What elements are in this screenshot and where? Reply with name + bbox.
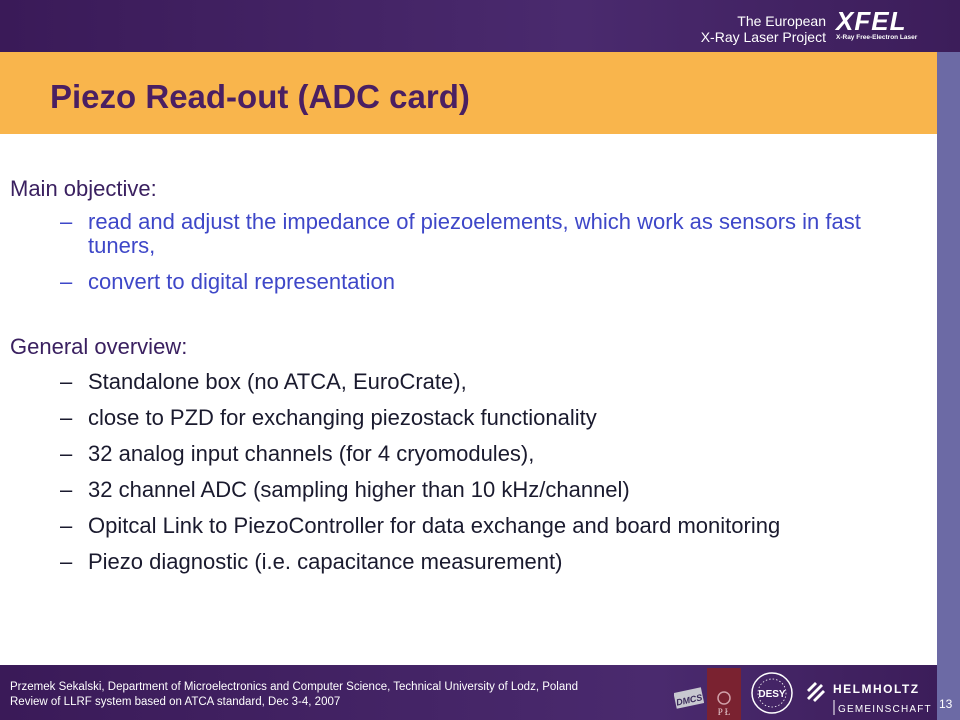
org-line-1: The European [737,13,826,29]
list-item [60,406,910,430]
footer-author-line: Przemek Sekalski, Department of Microelectronics and Computer Science, Technical University of Lodz, Poland [10,681,579,693]
list-item-text: read and adjust the impedance of piezoelements, which work as sensors in fast tuners, [88,209,861,258]
list-item [60,270,910,294]
organization-name [701,13,826,45]
page-number: 13 [939,697,953,711]
list-item [60,478,910,502]
footer-event-line: Review of LLRF system based on ATCA standard, Dec 3-4, 2007 [10,696,341,708]
xfel-logo-text: XFEL [836,6,907,36]
list-item-text: close to PZD for exchanging piezostack functionality [88,405,597,430]
list-item-text: Piezo diagnostic (i.e. capacitance measurement) [88,549,563,574]
bullet-dash: – [60,549,73,574]
list-item-text: Opitcal Link to PiezoController for data exchange and board monitoring [88,513,781,538]
side-accent-bar [937,52,960,720]
section-main-objective [10,176,910,294]
bullet-dash: – [60,513,73,538]
desy-logo [749,670,795,716]
list-item [60,550,910,574]
desy-logo-text: DESY [758,689,786,700]
org-line-2: X-Ray Laser Project [700,29,826,45]
bullet-dash: – [60,269,73,294]
list-item [60,442,910,466]
helmholtz-logo-subtext: GEMEINSCHAFT [838,704,932,715]
xfel-logo-subtext: X-Ray Free-Electron Laser [836,34,918,41]
bullet-dash: – [60,441,73,466]
bullet-dash: – [60,477,73,502]
list-item-text: Standalone box (no ATCA, EuroCrate), [88,369,467,394]
bullet-dash: – [60,369,73,394]
tul-logo [707,668,741,720]
bullet-dash: – [60,405,73,430]
dmcs-logo [674,684,704,714]
slide-title: Piezo Read-out (ADC card) [50,78,470,115]
helmholtz-logo [803,676,935,716]
section-heading: Main objective: [10,176,157,201]
list-item-text: 32 analog input channels (for 4 cryomodules), [88,441,535,466]
footer-credits [10,680,578,710]
list-item-text: convert to digital representation [88,269,395,294]
dmcs-logo-text: DMCS [675,692,704,708]
list-item [60,514,910,538]
section-heading: General overview: [10,334,188,359]
list-item [60,370,910,394]
list-item [60,210,910,258]
list-item-text: 32 channel ADC (sampling higher than 10 kHz/channel) [88,477,630,502]
bullet-dash: – [60,209,73,234]
helmholtz-logo-text: HELMHOLTZ [833,682,920,696]
tul-logo-text: P Ł [717,707,731,717]
slide-body [10,176,910,574]
section-general-overview [10,334,910,574]
xfel-logo [836,8,928,46]
